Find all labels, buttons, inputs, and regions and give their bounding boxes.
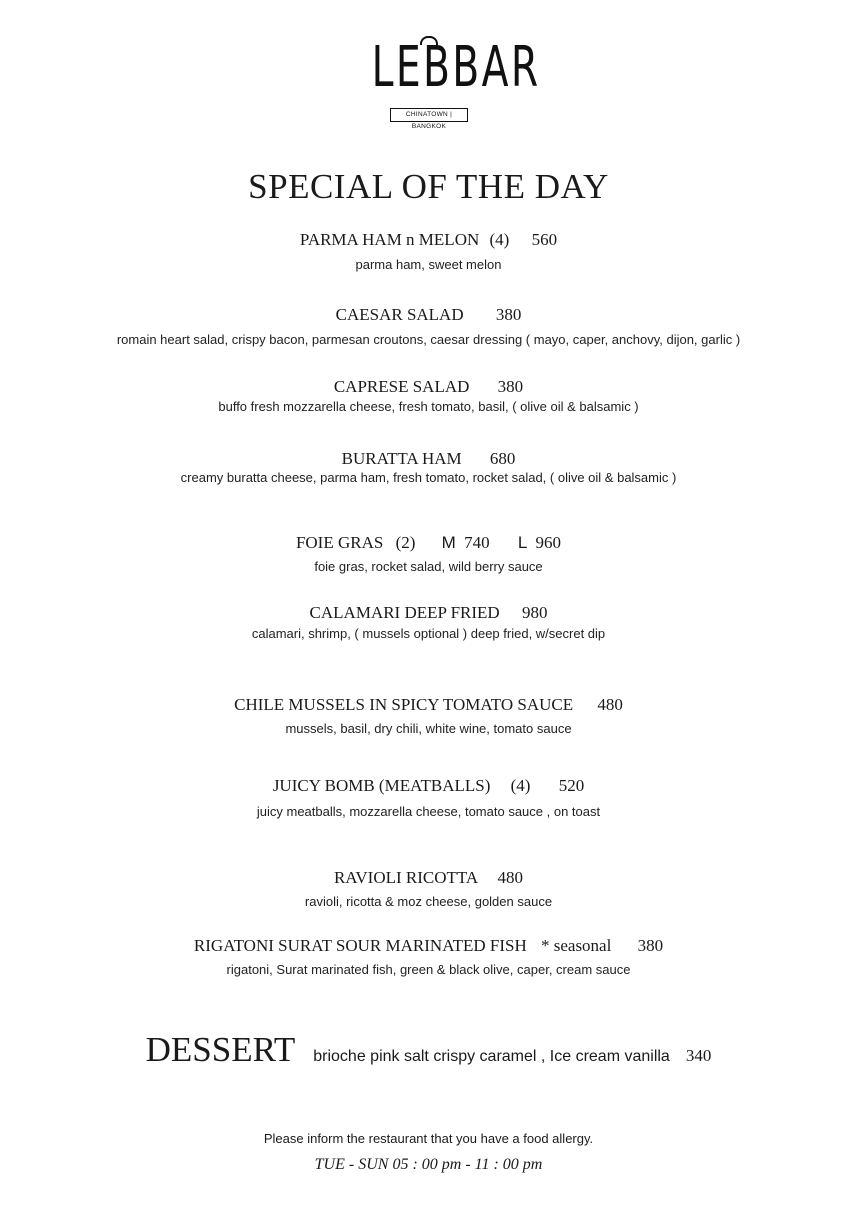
menu-item-desc-chile-mussels: mussels, basil, dry chili, white wine, tomato sauce [285, 721, 572, 736]
opening-hours: TUE - SUN 05 : 00 pm - 11 : 00 pm [314, 1156, 543, 1173]
item-name: JUICY BOMB (MEATBALLS) [272, 776, 491, 795]
item-name: CHILE MUSSELS IN SPICY TOMATO SAUCE [234, 695, 574, 714]
menu-item-desc-parma-ham: parma ham, sweet melon [355, 257, 502, 272]
item-price: 480 [497, 868, 524, 887]
item-seasonal-note: * seasonal [540, 936, 612, 955]
item-price: 520 [558, 776, 585, 795]
dessert-desc: brioche pink salt crispy caramel , Ice cream vanilla [313, 1048, 670, 1065]
menu-item-desc-ravioli: ravioli, ricotta & moz cheese, golden sauce [304, 894, 553, 909]
item-name: FOIE GRAS [295, 533, 384, 552]
dessert-line [0, 1030, 857, 1070]
item-price: 380 [495, 305, 522, 324]
page-title: SPECIAL OF THE DAY [248, 167, 609, 206]
item-price: 680 [489, 449, 516, 468]
item-price: 480 [597, 695, 623, 714]
item-name: RAVIOLI RICOTTA [333, 868, 478, 887]
menu-item-name-parma-ham [0, 229, 857, 251]
item-name: CAESAR SALAD [335, 305, 464, 324]
item-name: CALAMARI DEEP FRIED [309, 603, 500, 622]
item-price: 560 [531, 230, 558, 249]
logo-tagline: CHINATOWN | BANGKOK [390, 108, 468, 122]
dessert-title: DESSERT [145, 1030, 296, 1069]
menu-item-name-foie-gras [0, 532, 857, 554]
item-name: BURATTA HAM [341, 449, 462, 468]
item-qty: (4) [489, 230, 510, 249]
logo-wordmark: LEBBAR [371, 35, 541, 100]
logo-arc-ornament [420, 36, 438, 45]
menu-item-name-caesar-salad [0, 304, 857, 326]
menu-item-desc-caprese-salad: buffo fresh mozzarella cheese, fresh tomato, basil, ( olive oil & balsamic ) [218, 399, 639, 414]
menu-item-name-caprese-salad [0, 376, 857, 398]
restaurant-logo [356, 35, 541, 130]
menu-item-desc-foie-gras: foie gras, rocket salad, wild berry sauce [314, 559, 543, 574]
item-price-large: 960 [535, 533, 562, 552]
allergy-notice: Please inform the restaurant that you have a food allergy. [263, 1131, 594, 1146]
item-price-medium: 740 [464, 533, 490, 552]
size-medium-label: M [441, 533, 456, 552]
item-name: CAPRESE SALAD [333, 377, 470, 396]
size-large-label: L [517, 533, 528, 552]
item-qty: (2) [395, 533, 416, 552]
item-price: 380 [497, 377, 524, 396]
menu-item-desc-caesar-salad: romain heart salad, crispy bacon, parmesan croutons, caesar dressing ( mayo, caper, anchovy, dijon, garlic ) [116, 332, 741, 347]
menu-item-name-calamari [0, 602, 857, 624]
menu-item-desc-buratta-ham: creamy buratta cheese, parma ham, fresh tomato, rocket salad, ( olive oil & balsamic ) [180, 470, 677, 485]
item-name: PARMA HAM n MELON [299, 230, 480, 249]
item-price: 980 [521, 603, 548, 622]
menu-item-desc-juicy-bomb: juicy meatballs, mozzarella cheese, tomato sauce , on toast [256, 804, 601, 819]
menu-item-name-juicy-bomb [0, 775, 857, 797]
menu-item-desc-calamari: calamari, shrimp, ( mussels optional ) deep fried, w/secret dip [251, 626, 606, 641]
menu-item-name-ravioli [0, 867, 857, 889]
item-qty: (4) [510, 776, 531, 795]
menu-item-desc-rigatoni: rigatoni, Surat marinated fish, green & black olive, caper, cream sauce [226, 962, 631, 977]
dessert-price: 340 [685, 1046, 712, 1065]
menu-item-name-rigatoni [0, 935, 857, 957]
item-price: 380 [637, 936, 664, 955]
menu-item-name-buratta-ham [0, 448, 857, 470]
menu-item-name-chile-mussels [0, 694, 857, 716]
item-name: RIGATONI SURAT SOUR MARINATED FISH [193, 936, 527, 955]
